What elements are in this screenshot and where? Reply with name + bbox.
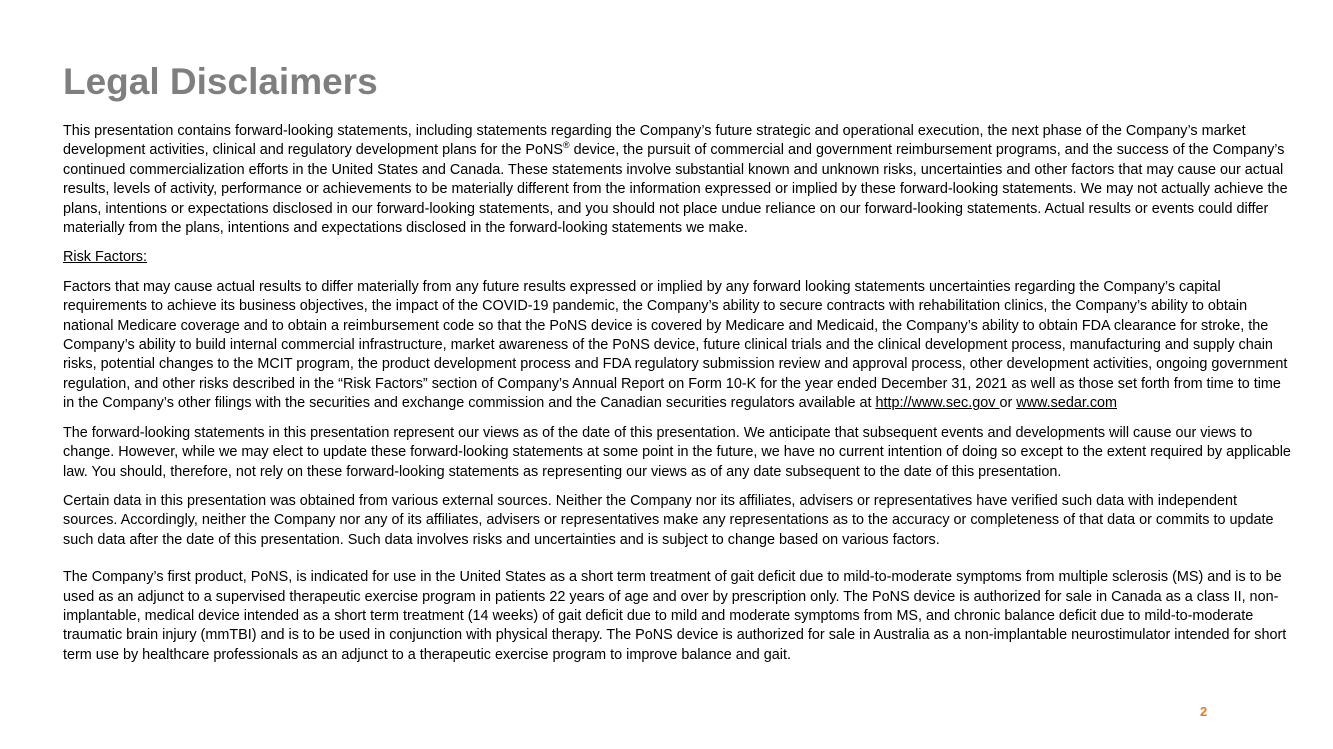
paragraph-text: Factors that may cause actual results to differ materially from any future results expressed or implied by any forward looking statements uncertainties regarding the Company’s capital requirements to achieve its business objectives, the impact of the COVID-19 pandemic, the Company’s ability to secure contracts with rehabilitation clinics, the Company’s ability to obtain national Medicare coverage and to obtain a reimbursement code so that the PoNS device is covered by Medicare and Medicaid, the Company’s ability to obtain FDA clearance for stroke, the Company’s ability to build internal commercial infrastructure, market awareness of the PoNS device, future clinical trials and the clinical development process, manufacturing and supply chain risks, potential changes to the MCIT program, the product development process and FDA regulatory submission review and approval process, other development activities, ongoing government regulation, and other risks described in the “Risk Factors” section of Company’s Annual Report on Form 10-K for the year ended December 31, 2021 as well as those set forth from time to time in the Company’s other filings with the securities and exchange commission and the Canadian securities regulators available at	[63, 278, 1288, 412]
disclaimer-body	[63, 122, 1295, 671]
page-number: 2	[1200, 704, 1208, 719]
forward-looking-paragraph	[63, 122, 1295, 238]
paragraph-text: device, the pursuit of commercial and government reimbursement programs, and the success of the Company’s continued commercialization efforts in the United States and Canada. These statements involve substantial known and unknown risks, uncertainties and other factors that may cause our actual results, levels of activity, performance or achievements to be materially different from the information expressed or implied by these forward-looking statements. We may not actually achieve the plans, intentions or expectations disclosed in our forward-looking statements, and you should not place undue reliance on our forward-looking statements. Actual results or events could differ materially from the plans, intentions and expectations disclosed in the forward-looking statements we make.	[63, 142, 1288, 237]
risk-factors-heading	[63, 248, 1295, 267]
sedar-link[interactable]: www.sedar.com	[1016, 395, 1118, 412]
paragraph-text: or	[999, 395, 1017, 412]
views-paragraph: The forward-looking statements in this presentation represent our views as of the date of this presentation. We anticipate that subsequent events and developments will cause our views to change. However, while we may elect to update these forward-looking statements at some point in the future, we have no current intention of doing so except to the extent required by applicable law. You should, therefore, not rely on these forward-looking statements as representing our views as of any date subsequent to the date of this presentation.	[63, 424, 1291, 480]
registered-mark: ®	[562, 139, 570, 150]
external-data-paragraph: Certain data in this presentation was obtained from various external sources. Neither the Company nor its affiliates, advisers or representatives have verified such data with independent sources. Accordingly, neither the Company nor any of its affiliates, advisers or representatives make any representations as to the accuracy or completeness of that data or commits to update such data after the date of this presentation. Such data involves risks and uncertainties and is subject to change based on various factors.	[63, 492, 1274, 548]
paragraph-text: This presentation contains forward-looking statements, including statements regarding the Company’s future strategic and operational execution, the next phase of the Company’s market development activities, clinical and regulatory development plans for the PoNS	[63, 123, 1246, 159]
page-title: Legal Disclaimers	[63, 61, 378, 102]
risk-factors-paragraph	[63, 278, 1295, 414]
risk-factors-heading-text: Risk Factors:	[63, 249, 147, 266]
sec-link[interactable]: http://www.sec.gov	[875, 395, 1000, 412]
product-indication-paragraph: The Company’s first product, PoNS, is indicated for use in the United States as a short term treatment of gait deficit due to mild-to-moderate symptoms from multiple sclerosis (MS) and is to be used as an adjunct to a supervised therapeutic exercise program in patients 22 years of age and over by prescription only. The PoNS device is authorized for sale in Canada as a class II, non-implantable, medical device intended as a short term treatment (14 weeks) of gait deficit due to mild and moderate symptoms from MS, and chronic balance deficit due to mild-to-moderate traumatic brain injury (mmTBI) and is to be used in conjunction with physical therapy. The PoNS device is authorized for sale in Australia as a non-implantable neurostimulator intended for short term use by healthcare professionals as an adjunct to a therapeutic exercise program to improve balance and gait.	[63, 569, 1287, 663]
